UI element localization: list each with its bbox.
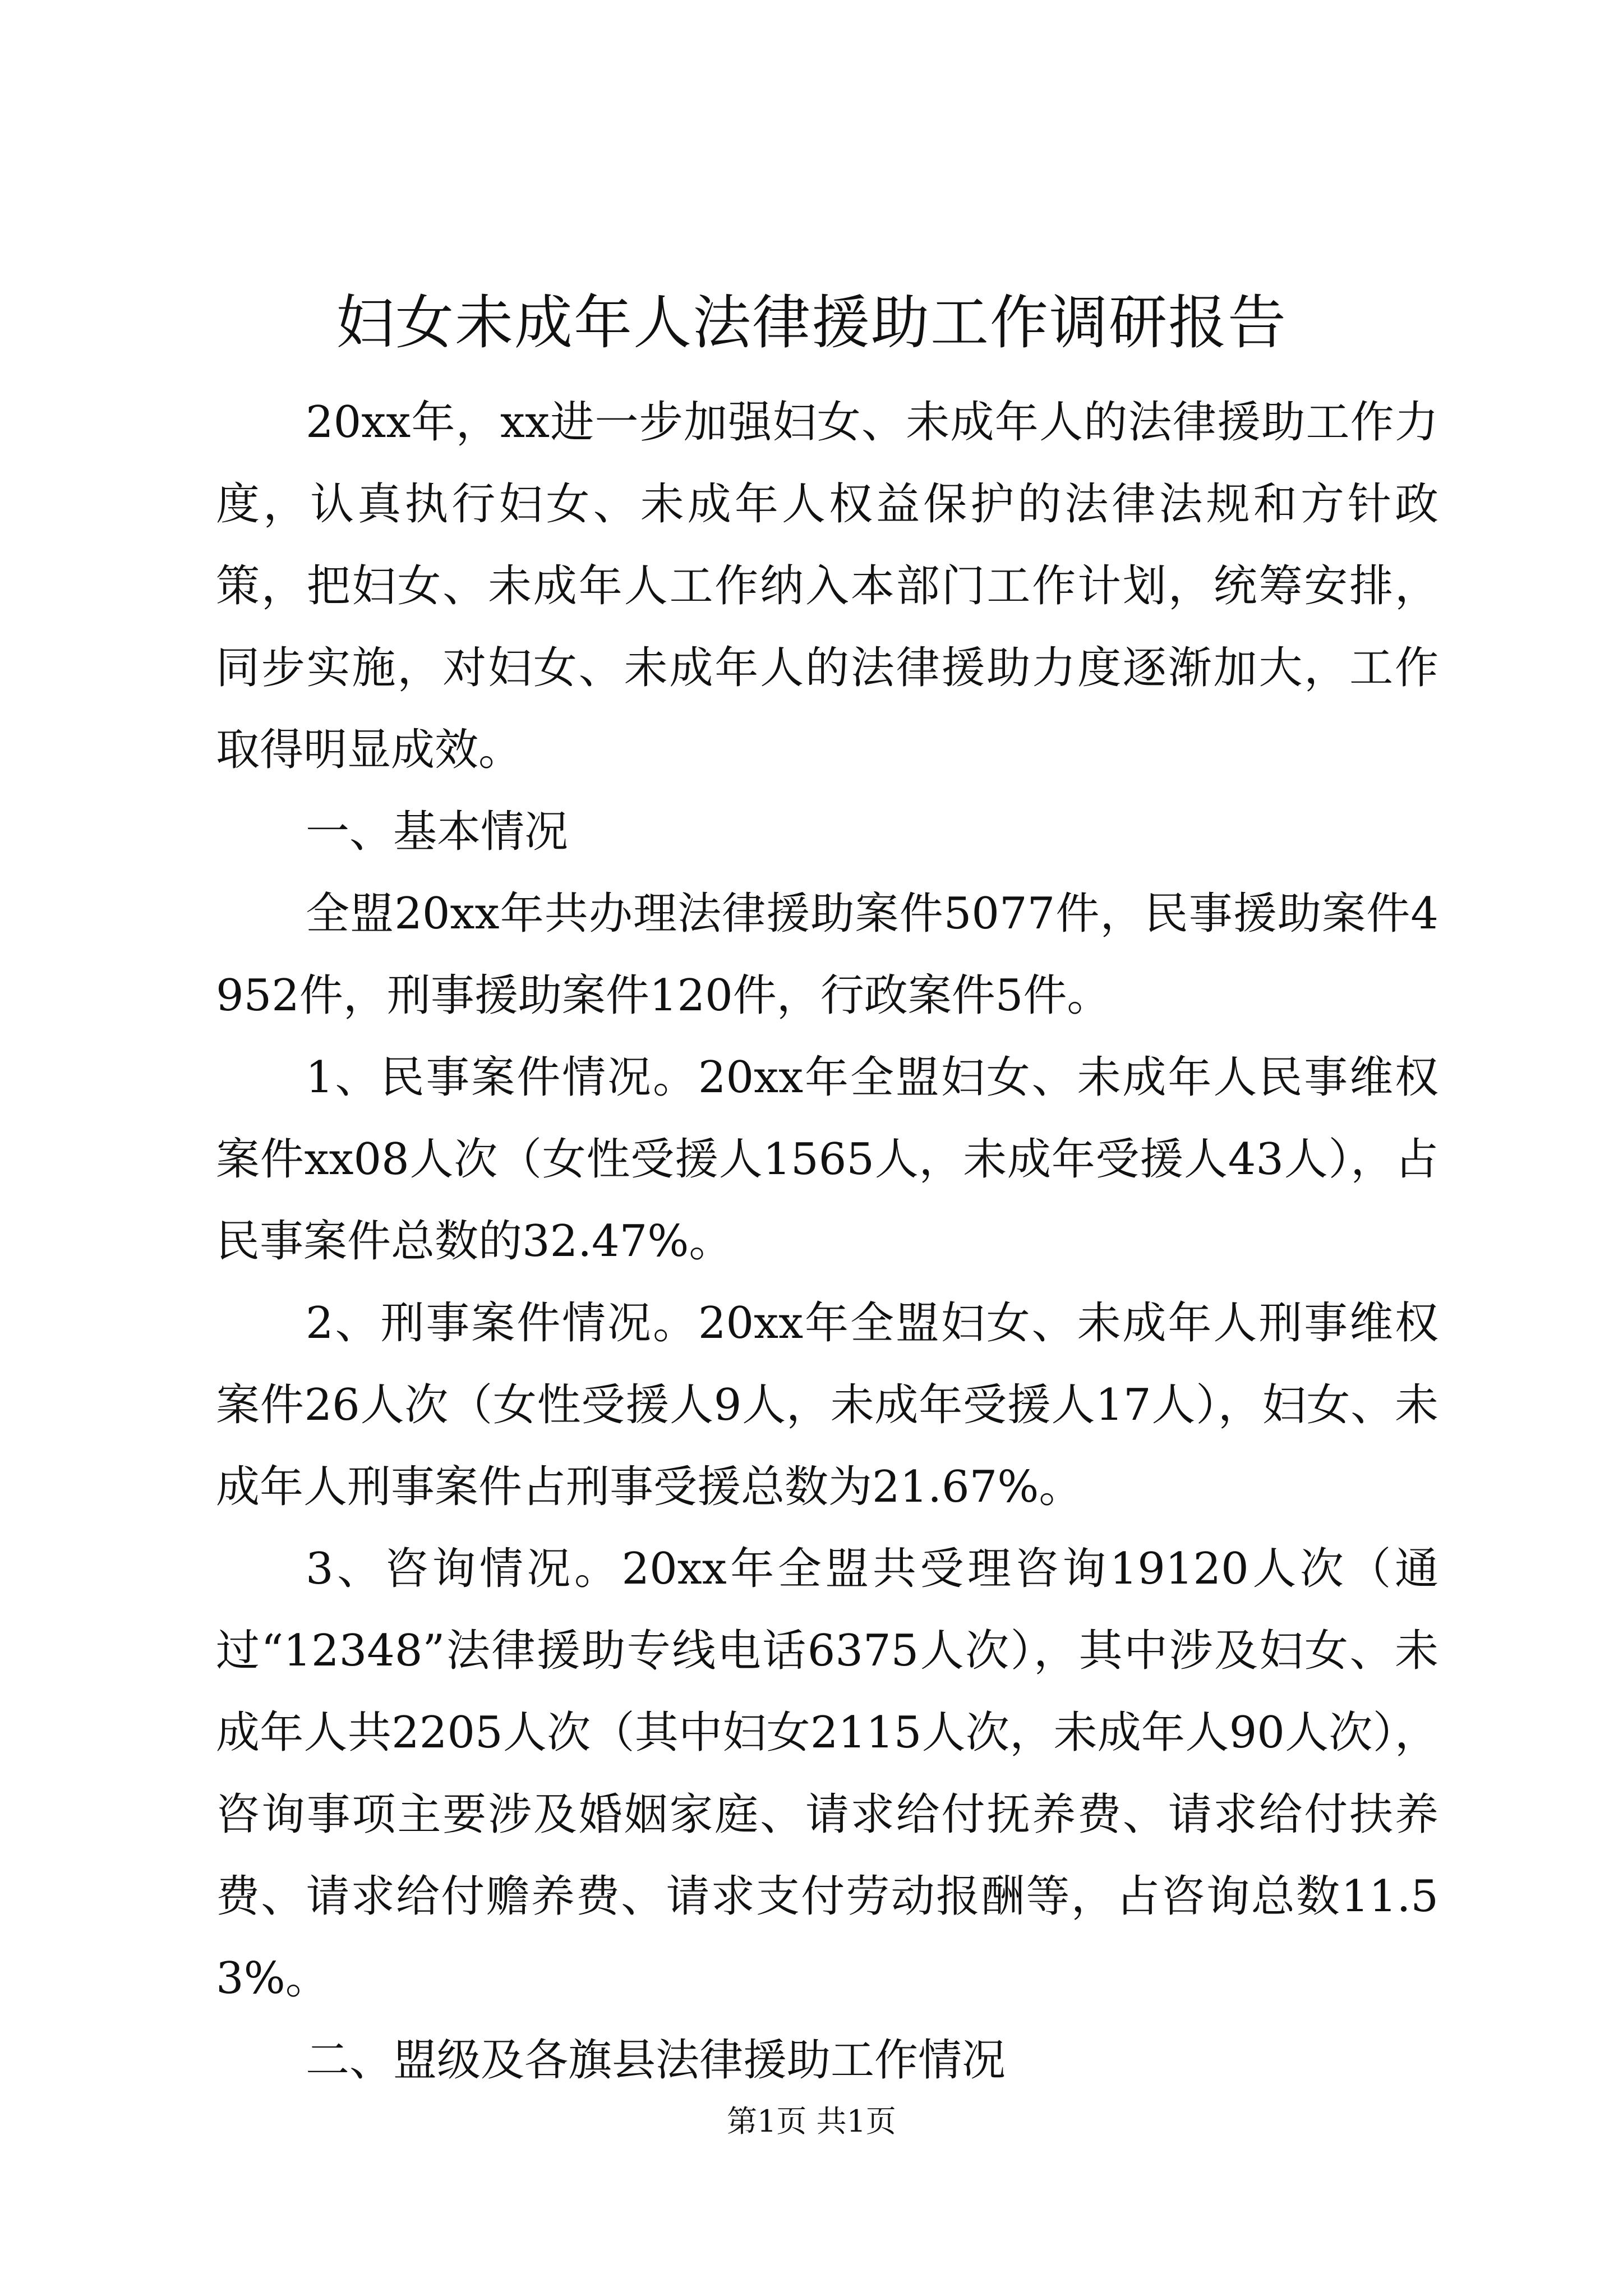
document-body: [216, 381, 1438, 2101]
section-heading-basic: 一、基本情况: [306, 807, 569, 857]
paragraph-civil-cases: 1、民事案件情况。20xx年全盟妇女、未成年人民事维权案件xx08人次（女性受援人1565人，未成年受援人43人），占民事案件总数的32.47%。: [216, 1052, 1438, 1267]
page-footer: 第1页 共1页: [727, 2104, 896, 2139]
paragraph-criminal-cases: 2、刑事案件情况。20xx年全盟妇女、未成年人刑事维权案件26人次（女性受援人9人，未成年受援人17人），妇女、未成年人刑事案件占刑事受援总数为21.67%。: [216, 1298, 1438, 1512]
paragraph-intro: 20xx年，xx进一步加强妇女、未成年人的法律援助工作力度，认真执行妇女、未成年人权益保护的法律法规和方针政策，把妇女、未成年人工作纳入本部门工作计划，统筹安排，同步实施，对妇女、未成年人的法律援助力度逐渐加大，工作取得明显成效。: [216, 397, 1438, 775]
document-title: 妇女未成年人法律援助工作调研报告: [335, 288, 1287, 357]
paragraph-consultation: 3、咨询情况。20xx年全盟共受理咨询19120人次（通过“12348”法律援助专线电话6375人次），其中涉及妇女、未成年人共2205人次（其中妇女2115人次，未成年人90人次），咨询事项主要涉及婚姻家庭、请求给付抚养费、请求给付扶养费、请求给付赡养费、请求支付劳动报酬等，占咨询总数11.53%。: [216, 1544, 1438, 2004]
section-heading-levels: 二、盟级及各旗县法律援助工作情况: [306, 2035, 1006, 2086]
paragraph-overall-cases: 全盟20xx年共办理法律援助案件5077件，民事援助案件4952件，刑事援助案件120件，行政案件5件。: [216, 889, 1438, 1021]
